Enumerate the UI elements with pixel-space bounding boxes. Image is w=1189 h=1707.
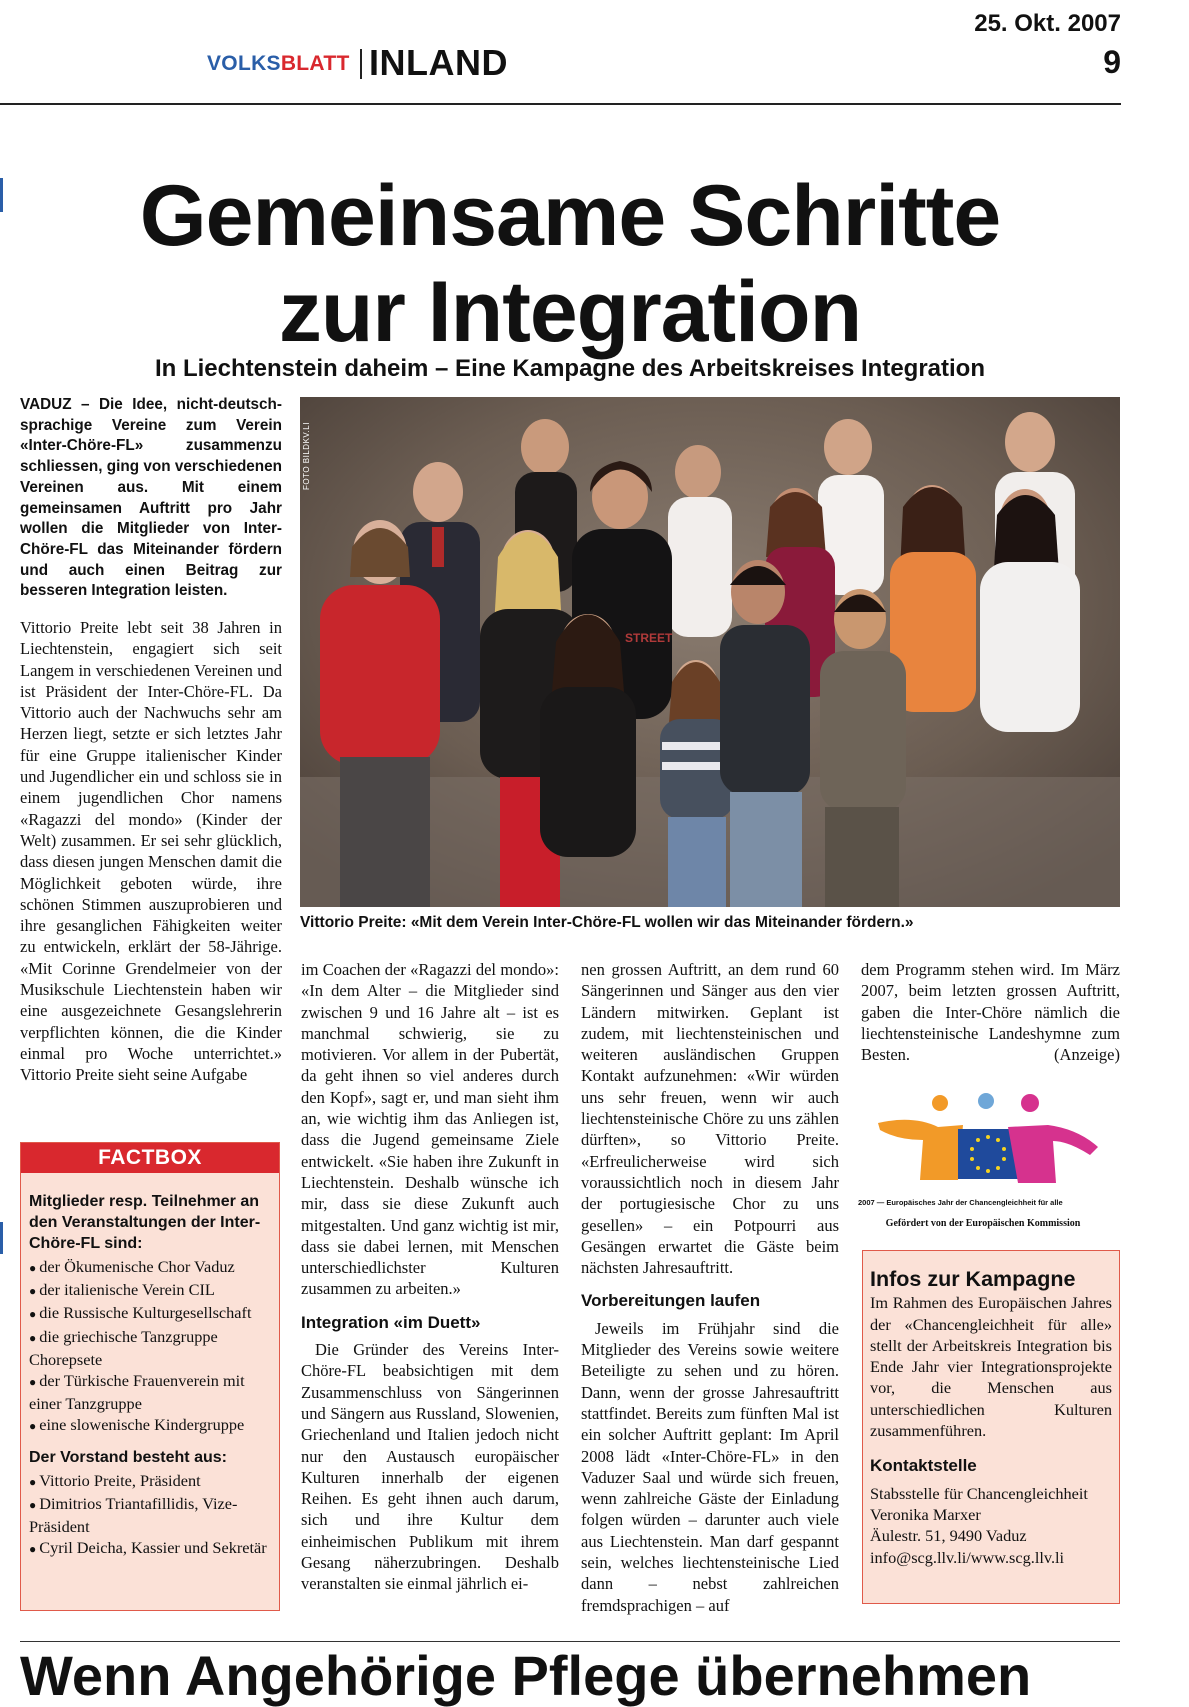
article-column-3	[581, 959, 839, 1616]
footer-rule	[20, 1641, 1120, 1642]
list-item: ● Vittorio Preite, Präsident	[29, 1470, 275, 1493]
logo-funding-note: Gefördert von der Europäischen Kommission	[885, 1218, 1081, 1229]
brand-divider	[360, 49, 362, 79]
column-2-subheading: Integration «im Duett»	[301, 1312, 481, 1332]
article-headline	[40, 168, 1100, 360]
headline-line-1: Gemeinsame Schritte	[139, 168, 1001, 264]
list-item: ● die Russische Kulturgesellschaft	[29, 1302, 275, 1325]
header-rule	[0, 103, 1121, 105]
factbox-body	[29, 1191, 275, 1571]
issue-date: 25. Okt. 2007	[974, 10, 1121, 37]
logo-caption: 2007 — Europäisches Jahr der Chancengleichheit für alle	[858, 1198, 1063, 1207]
column-3-paragraph-2: Jeweils im Frühjahr sind die Mitglieder des Vereins sowie weitere Beteiligte zu sehen und zu hören. Dann, wenn der grosse Jahresauftritt stattfindet. Bereits zum fünften Mal ist ein solcher Auftritt geplant: Im April 2008 lädt «Inter-Chöre-FL» in den Vaduzer Saal und würde sich freuen, wenn zahlreiche Gäste der Einladung folgen würden – darunter auch viele aus Liechtenstein. Man darf gespannt sein, welches liechtensteinische Lied dann – nebst zahlreichen fremdsprachigen – auf	[581, 1318, 839, 1615]
shirt-print: STREET	[625, 631, 673, 645]
factbox-board-list	[29, 1470, 275, 1560]
factbox-title: FACTBOX	[21, 1143, 279, 1173]
group-photo	[300, 397, 1120, 907]
column-4-text: dem Programm stehen wird. Im März 2007, beim letzten grossen Auftritt, gaben die Inter-Chöre nämlich die liechtensteinische Landeshymne zum Besten.	[861, 960, 1120, 1065]
factbox	[20, 1142, 280, 1611]
campaign-info-box	[862, 1250, 1120, 1604]
photo-caption: Vittorio Preite: «Mit dem Verein Inter-Chöre-FL wollen wir das Miteinander fördern.»	[300, 914, 914, 931]
column-2-paragraph-1: im Coachen der «Ragazzi del mondo»: «In dem Alter – die Mitglieder sind zwischen 9 und 16 Jahre alt – ist es manchmal schwierig, sie zu motivieren. Vor allem in der Pubertät, da geht ihnen so viel anderes durch den Kopf», sagt er, und man sieht ihm an, wie wichtig ihm das Anliegen ist, dass die Jugend gemeinsame Ziele entwickelt. «Sie haben ihre Zukunft in Liechtenstein. Deshalb wünsche ich mir, dass sie diese Zukunft auch mitgestalten. Und ganz wichtig ist mir, dass sie dabei lernen, mit Menschen unterschiedlichster Kulturen zusammen zu arbeiten.»	[301, 960, 559, 1299]
eu-equal-opportunities-logo	[858, 1085, 1108, 1235]
photo-credit: FOTO BILDKV.LI	[302, 422, 311, 490]
list-item: ● Cyril Deicha, Kassier und Sekretär	[29, 1537, 275, 1560]
column-2-paragraph-2: Die Gründer des Vereins Inter-Chöre-FL beabsichtigen mit dem Zusammenschluss von Sängerinnen und Sängern aus Russland, Slowenien, Griechenland und Italien jedoch nicht nur den Austausch europäischer Kulturen innerhalb der eigenen Reihen. Es geht ihnen auch darum, sich und ihre Kultur dem einheimischen Publikum mit ihrem Gesang näherzubringen. Deshalb veranstalten sie einmal jährlich ei-	[301, 1340, 559, 1594]
brand-volks: VOLKS	[207, 52, 281, 75]
contact-line: Stabsstelle für Chancengleichheit	[870, 1483, 1088, 1503]
article-column-2	[301, 959, 559, 1595]
contact-heading: Kontaktstelle	[870, 1456, 977, 1476]
column-4-paragraph	[861, 959, 1120, 1065]
contact-line: Äulestr. 51, 9490 Vaduz	[870, 1526, 1027, 1546]
list-item: ● der italienische Verein CIL	[29, 1279, 275, 1302]
advert-tag: (Anzeige)	[1054, 1045, 1120, 1065]
page-edge-mark	[0, 1222, 3, 1254]
factbox-members-heading: Mitglieder resp. Teilnehmer an den Veranstaltungen der Inter-Chöre-FL sind:	[29, 1193, 261, 1253]
campaign-info-body	[870, 1269, 1112, 1568]
list-item: ● die griechische Tanzgruppe Chorepsete	[29, 1326, 275, 1370]
section-title: INLAND	[369, 42, 508, 83]
group-photo-image	[300, 397, 1120, 907]
factbox-members-list	[29, 1256, 275, 1437]
campaign-info-text: Im Rahmen des Europäischen Jahres der «Chancengleichheit für alle» stellt der Arbeitskreis Integration bis Ende Jahr vier Integrationsprojekte vor, die Menschen aus unterschiedlichen Kulturen zusammenführen.	[870, 1293, 1112, 1441]
factbox-board-heading: Der Vorstand besteht aus:	[29, 1449, 227, 1467]
contact-line: Veronika Marxer	[870, 1504, 981, 1524]
article-column-1	[20, 617, 282, 1086]
column-3-paragraph-1: nen grossen Auftritt, an dem rund 60 Sängerinnen und Sänger aus den vier Ländern mitwirken. Geplant ist zudem, mit liechtensteinischen und weiteren ausländischen Gruppen Kontakt aufzunehmen: «Wir würden uns sehr freuen, wenn wir auch liechtensteinische Chöre zu uns zählen dürften», so Vittorio Preite. «Erfreulicherweise wird sich voraussichtlich noch in diesem Jahr der portugiesische Chor zu uns gesellen» – ein Potpourri aus Gesängen erwartet die Gäste beim nächsten Jahresauftritt.	[581, 960, 839, 1278]
list-item: ● eine slowenische Kindergruppe	[29, 1414, 275, 1437]
column-1-text: Vittorio Preite lebt seit 38 Jahren in Liechtenstein, engagiert sich seit Langem in verschiedenen Vereinen und ist Präsident der Inter-Chöre-FL. Da Vittorio auch der Nachwuchs sehr am Herzen liegt, setzte er sich letztes Jahr für eine Gruppe italienischer Kinder und Jugendlicher ein und schloss sie in einem jugendlichen Chor namens «Ragazzi del mondo» (Kinder der Welt) zusammen. Er sei sehr glücklich, dass diesen jungen Menschen damit die Möglichkeit geboten würde, ihre schönen Stimmen auszuprobieren und ihre gesanglichen Fähigkeiten weiter zu entwickeln, erklärt der 58-Jährige. «Mit Corinne Grendelmeier von der Musikschule Liechtenstein haben wir eine ausgezeichnete Gesangslehrerin verpflichten können, die die Kinder einmal pro Woche unterrichtet.» Vittorio Preite sieht seine Aufgabe	[20, 618, 282, 1085]
list-item: ● Dimitrios Triantafillidis, Vize-Präsident	[29, 1493, 275, 1537]
page-number: 9	[1103, 44, 1121, 80]
campaign-info-title: Infos zur Kampagne	[870, 1267, 1076, 1291]
page-edge-mark	[0, 178, 3, 212]
next-article-headline-text: Wenn Angehörige Pflege übernehmen	[20, 1644, 1032, 1707]
article-subheadline: In Liechtenstein daheim – Eine Kampagne des Arbeitskreises Integration	[154, 355, 985, 382]
newspaper-logo	[207, 52, 350, 76]
article-column-4	[861, 959, 1120, 1065]
list-item: ● der Türkische Frauenverein mit einer Tanzgruppe	[29, 1370, 275, 1414]
contact-line: info@scg.llv.li/www.scg.llv.li	[870, 1547, 1065, 1567]
headline-line-2: zur Integration	[278, 264, 862, 360]
brand-blatt: BLATT	[280, 52, 350, 75]
figures-logo-graphic	[858, 1085, 1108, 1195]
article-lead: VADUZ – Die Idee, nicht-deutsch-sprachige Vereine zum Verein «Inter-Chöre-FL» zusammenzu schliessen, ging von verschiedenen Vereinen aus. Mit einem gemeinsamen Auftritt pro Jahr wollen die Mitglieder von Inter-Chöre-FL das Miteinander fördern und auch einen Beitrag zur besseren Integration leisten.	[20, 396, 282, 600]
list-item: ● der Ökumenische Chor Vaduz	[29, 1256, 275, 1279]
column-3-subheading: Vorbereitungen laufen	[581, 1291, 761, 1311]
next-article-headline	[20, 1644, 1120, 1707]
